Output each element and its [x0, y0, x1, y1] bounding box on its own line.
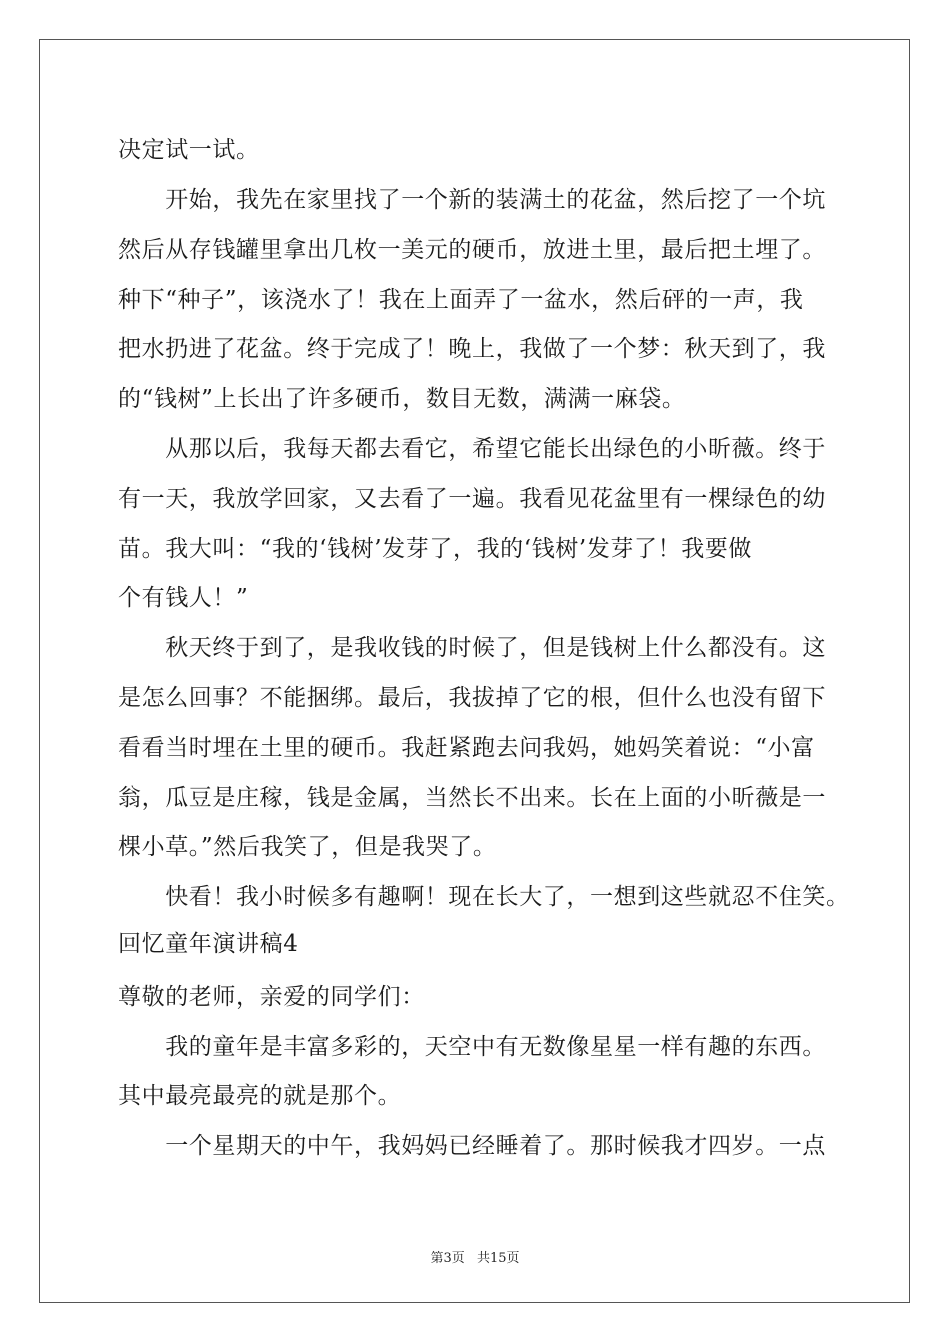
text-line: 种下“种子”，该浇水了！我在上面弄了一盆水，然后砰的一声，我: [118, 287, 804, 313]
text-line: 我的童年是丰富多彩的，天空中有无数像星星一样有趣的东西。: [118, 1034, 826, 1060]
page-border: [39, 39, 910, 1303]
section-heading: 回忆童年演讲稿4: [118, 931, 299, 957]
text-line: 的“钱树”上长出了许多硬币，数目无数，满满一麻袋。: [118, 386, 686, 412]
page-footer: [0, 1247, 950, 1266]
text-line: 棵小草。”然后我笑了，但是我哭了。: [118, 834, 497, 860]
text-line: 尊敬的老师，亲爱的同学们：: [118, 984, 425, 1010]
text-line: 是怎么回事？不能捆绑。最后，我拔掉了它的根，但什么也没有留下: [118, 685, 826, 711]
text-line: 把水扔进了花盆。终于完成了！晚上，我做了一个梦：秋天到了，我: [118, 336, 826, 362]
page-number: 第3页: [430, 1251, 465, 1266]
text-line: 苗。我大叫：“我的‘钱树’发芽了，我的‘钱树’发芽了！我要做: [118, 536, 753, 562]
text-line: 看看当时埋在土里的硬币。我赶紧跑去问我妈，她妈笑着说：“小富: [118, 735, 815, 761]
text-line: 有一天，我放学回家，又去看了一遍。我看见花盆里有一棵绿色的幼: [118, 486, 826, 512]
text-line: 一个星期天的中午，我妈妈已经睡着了。那时候我才四岁。一点: [118, 1133, 826, 1159]
page-total: 共15页: [476, 1251, 520, 1266]
text-line: 从那以后，我每天都去看它，希望它能长出绿色的小昕薇。终于: [118, 436, 826, 462]
text-line: 秋天终于到了，是我收钱的时候了，但是钱树上什么都没有。这: [118, 635, 826, 661]
text-line: 个有钱人！”: [118, 585, 249, 611]
text-line: 然后从存钱罐里拿出几枚一美元的硬币，放进土里，最后把土埋了。: [118, 237, 826, 263]
text-line: 开始，我先在家里找了一个新的装满土的花盆，然后挖了一个坑: [118, 187, 826, 213]
text-line: 其中最亮最亮的就是那个。: [118, 1083, 402, 1109]
text-line: 快看！我小时候多有趣啊！现在长大了，一想到这些就忍不住笑。: [118, 884, 850, 910]
text-line: 翁，瓜豆是庄稼，钱是金属，当然长不出来。长在上面的小昕薇是一: [118, 785, 826, 811]
text-line: 决定试一试。: [118, 137, 260, 163]
